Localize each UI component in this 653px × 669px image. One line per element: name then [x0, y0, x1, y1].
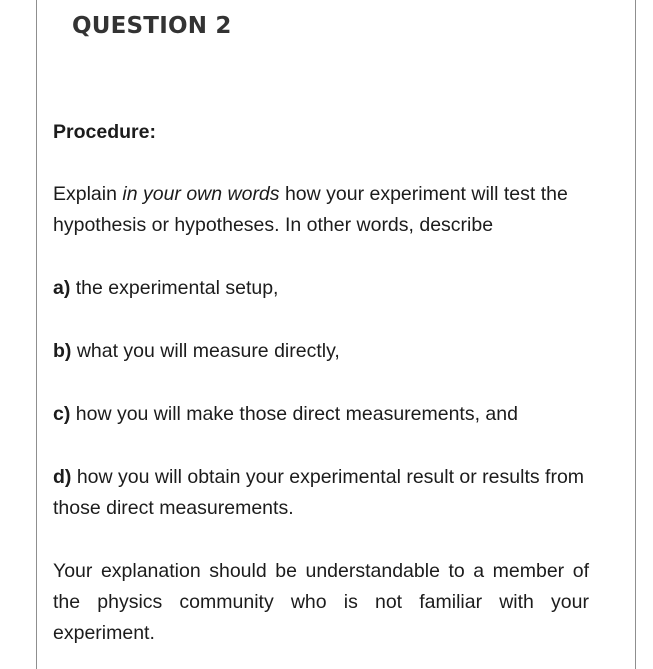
item-label-c: c) — [53, 403, 71, 425]
intro-paragraph — [53, 179, 589, 241]
procedure-section — [53, 117, 589, 649]
item-label-a: a) — [53, 277, 71, 299]
procedure-heading: Procedure: — [53, 121, 156, 143]
item-label-b: b) — [53, 340, 72, 362]
list-item-a — [53, 273, 589, 304]
closing-paragraph: Your explanation should be understandable to a member of the physics community who is not familiar with your experiment. — [53, 560, 589, 644]
item-label-d: d) — [53, 466, 72, 488]
intro-text-end: how your experiment will test the hypothesis or hypotheses. In other words, describe — [53, 183, 568, 236]
intro-emphasis: in your own words — [122, 183, 280, 205]
item-text-b: what you will measure directly, — [71, 340, 340, 362]
list-item-b — [53, 336, 589, 367]
item-text-d: how you will obtain your experimental result or results from those direct measurements. — [53, 466, 585, 519]
item-text-a: the experimental setup, — [70, 277, 279, 299]
intro-text-start: Explain — [53, 183, 123, 205]
question-title: QUESTION 2 — [72, 13, 232, 39]
item-text-c: how you will make those direct measurements, and — [70, 403, 518, 425]
list-item-d — [53, 462, 589, 524]
list-item-c — [53, 399, 589, 430]
